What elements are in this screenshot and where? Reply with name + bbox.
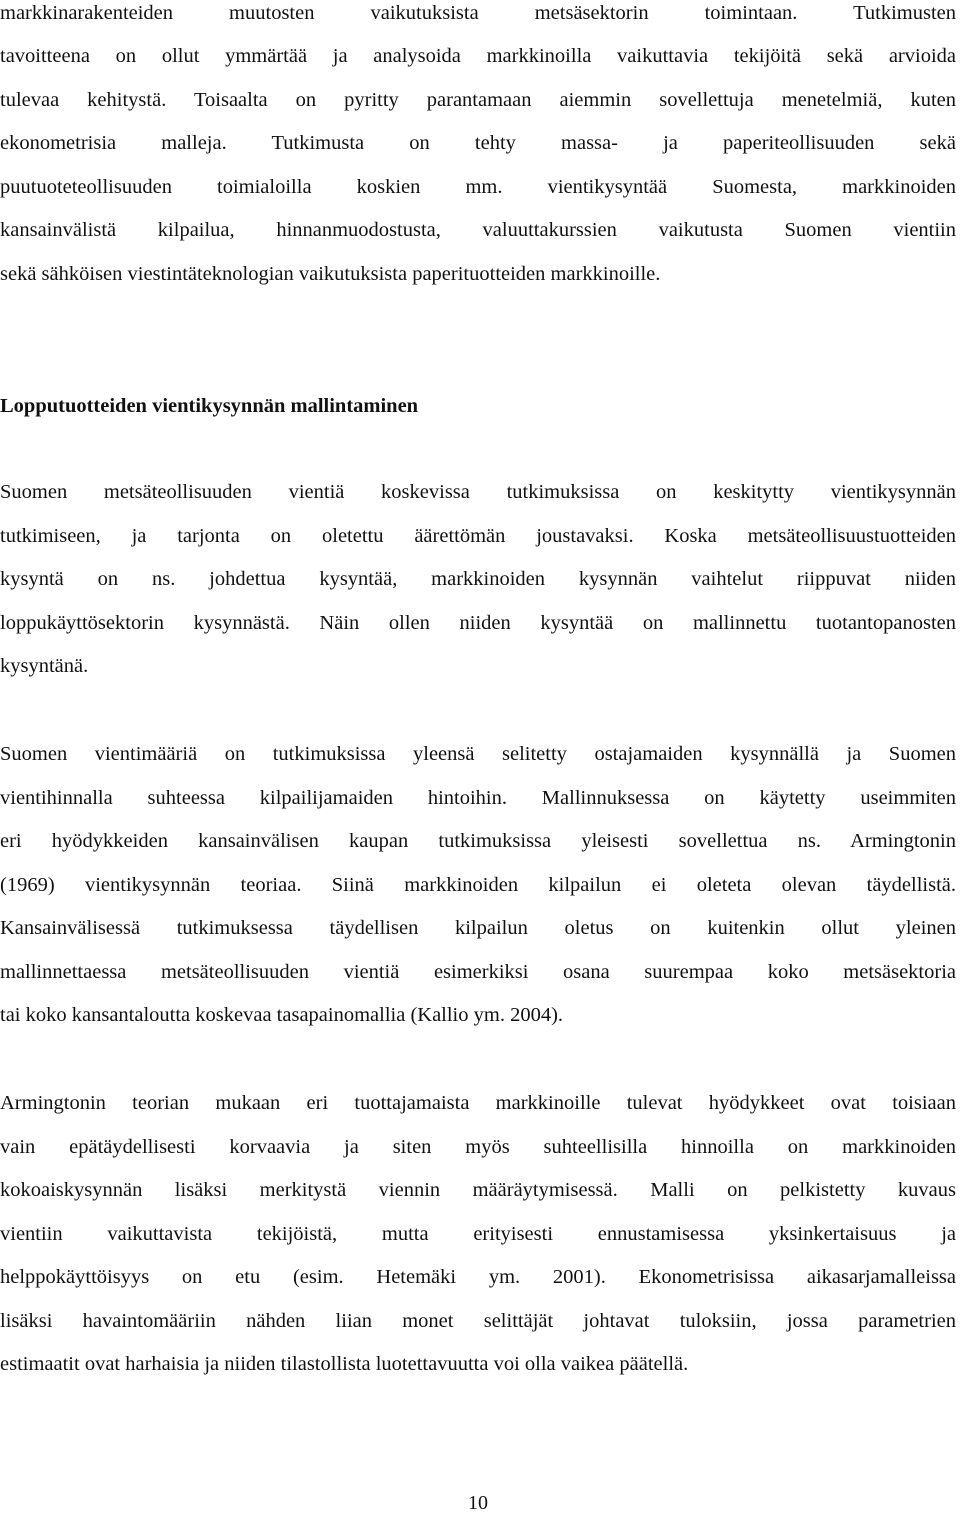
- paragraph-intro-line-5: puutuoteteollisuuden toimialoilla koskien mm. vientikysyntää Suomesta, markkinoiden: [0, 176, 956, 198]
- paragraph-2-line-7: tai koko kansantaloutta koskevaa tasapainomallia (Kallio ym. 2004).: [0, 1004, 564, 1026]
- paragraph-3-line-7: estimaatit ovat harhaisia ja niiden tilastollista luotettavuutta voi olla vaikea päätellä.: [0, 1353, 689, 1375]
- paragraph-2-line-3: eri hyödykkeiden kansainvälisen kaupan tutkimuksissa yleisesti sovellettua ns. Armingtonin: [0, 830, 956, 852]
- section-heading: Lopputuotteiden vientikysynnän mallintaminen: [0, 395, 419, 417]
- paragraph-1-line-1: Suomen metsäteollisuuden vientiä koskevissa tutkimuksissa on keskitytty vientikysynnän: [0, 481, 956, 503]
- paragraph-intro-line-2: tavoitteena on ollut ymmärtää ja analysoida markkinoilla vaikuttavia tekijöitä sekä arvioida: [0, 45, 956, 67]
- paragraph-2-line-2: vientihinnalla suhteessa kilpailijamaiden hintoihin. Mallinnuksessa on käytetty useimmiten: [0, 787, 956, 809]
- paragraph-3-line-2: vain epätäydellisesti korvaavia ja siten myös suhteellisilla hinnoilla on markkinoiden: [0, 1136, 956, 1158]
- paragraph-2-line-5: Kansainvälisessä tutkimuksessa täydellisen kilpailun oletus on kuitenkin ollut yleinen: [0, 917, 956, 939]
- paragraph-intro-line-6: kansainvälistä kilpailua, hinnanmuodostusta, valuuttakurssien vaikutusta Suomen vientiin: [0, 219, 956, 241]
- paragraph-intro-line-7: sekä sähköisen viestintäteknologian vaikutuksista paperituotteiden markkinoille.: [0, 263, 661, 285]
- paragraph-intro-line-1: markkinarakenteiden muutosten vaikutuksista metsäsektorin toimintaan. Tutkimusten: [0, 2, 956, 24]
- paragraph-1-line-4: loppukäyttösektorin kysynnästä. Näin ollen niiden kysyntää on mallinnettu tuotantopanosten: [0, 612, 956, 634]
- paragraph-2-line-1: Suomen vientimääriä on tutkimuksissa yleensä selitetty ostajamaiden kysynnällä ja Suomen: [0, 743, 956, 765]
- paragraph-1-line-5: kysyntänä.: [0, 655, 89, 677]
- page-number: 10: [468, 1492, 488, 1514]
- paragraph-1-line-3: kysyntä on ns. johdettua kysyntää, markkinoiden kysynnän vaihtelut riippuvat niiden: [0, 568, 956, 590]
- paragraph-3-line-3: kokoaiskysynnän lisäksi merkitystä viennin määräytymisessä. Malli on pelkistetty kuvaus: [0, 1179, 956, 1201]
- paragraph-3-line-4: vientiin vaikuttavista tekijöistä, mutta erityisesti ennustamisessa yksinkertaisuus ja: [0, 1223, 956, 1245]
- paragraph-3-line-6: lisäksi havaintomääriin nähden liian monet selittäjät johtavat tuloksiin, jossa parametrien: [0, 1310, 956, 1332]
- paragraph-1-line-2: tutkimiseen, ja tarjonta on oletettu äärettömän joustavaksi. Koska metsäteollisuustuotteiden: [0, 525, 956, 547]
- paragraph-2-line-4: (1969) vientikysynnän teoriaa. Siinä markkinoiden kilpailun ei oleteta olevan täydellistä.: [0, 874, 956, 896]
- paragraph-3-line-5: helppokäyttöisyys on etu (esim. Hetemäki ym. 2001). Ekonometrisissa aikasarjamalleissa: [0, 1266, 956, 1288]
- paragraph-2-line-6: mallinnettaessa metsäteollisuuden vientiä esimerkiksi osana suurempaa koko metsäsektoria: [0, 961, 956, 983]
- paragraph-3-line-1: Armingtonin teorian mukaan eri tuottajamaista markkinoille tulevat hyödykkeet ovat toisiaan: [0, 1092, 956, 1114]
- paragraph-intro-line-3: tulevaa kehitystä. Toisaalta on pyritty parantamaan aiemmin sovellettuja menetelmiä, kuten: [0, 89, 956, 111]
- paragraph-intro-line-4: ekonometrisia malleja. Tutkimusta on tehty massa- ja paperiteollisuuden sekä: [0, 132, 956, 154]
